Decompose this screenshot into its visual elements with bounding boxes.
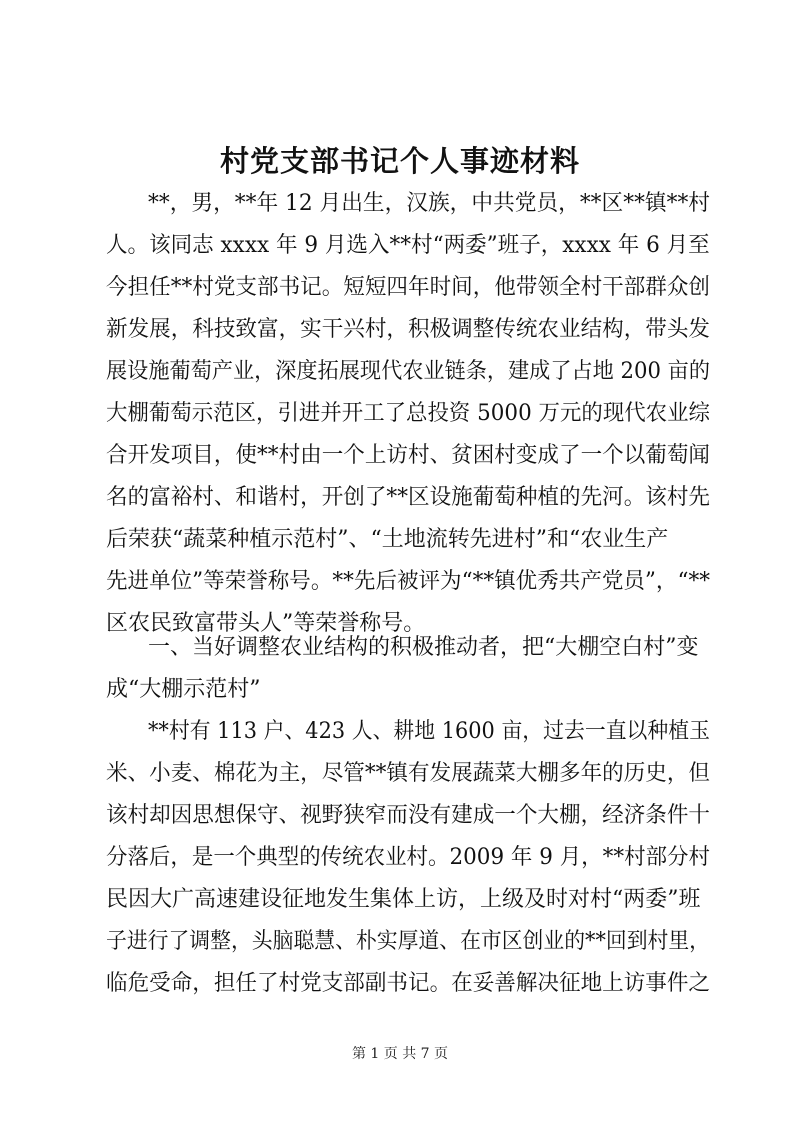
body-line xyxy=(0,711,800,753)
line-text: 先进单位”等荣誉称号。**先后被评为“**镇优秀共产党员”，“** xyxy=(106,569,710,594)
line-text: 名的富裕村、和谐村，开创了**区设施葡萄种植的先河。该村先 xyxy=(106,485,711,510)
line-text: 子进行了调整，头脑聪慧、朴实厚道、在市区创业的**回到村里， xyxy=(106,929,711,954)
document-title: 村党支部书记个人事迹材料 xyxy=(219,144,580,178)
body-line xyxy=(0,963,800,1005)
line-text: 新发展，科技致富，实干兴村，积极调整传统农业结构，带头发 xyxy=(106,317,711,342)
line-text: 米、小麦、棉花为主，尽管**镇有发展蔬菜大棚多年的历史，但 xyxy=(106,761,711,786)
body-line xyxy=(0,351,800,393)
body-line xyxy=(0,921,800,963)
body-line xyxy=(0,309,800,351)
body-line xyxy=(0,795,800,837)
line-text: 人。该同志 xxxx 年 9 月选入**村“两委”班子，xxxx 年 6 月至 xyxy=(106,233,710,258)
line-text: 合开发项目，使**村由一个上访村、贫困村变成了一个以葡萄闻 xyxy=(106,443,711,468)
line-text: 一、当好调整农业结构的积极推动者，把“大棚空白村”变 xyxy=(148,635,699,660)
body-line xyxy=(0,477,800,519)
body-line xyxy=(0,627,800,669)
line-text: 大棚葡萄示范区，引进并开工了总投资 5000 万元的现代农业综 xyxy=(106,401,710,426)
line-text: 该村却因思想保守、视野狭窄而没有建成一个大棚，经济条件十 xyxy=(106,803,711,828)
body-line xyxy=(0,753,800,795)
line-text: 区农民致富带头人”等荣誉称号。 xyxy=(106,611,426,636)
line-text: 后荣获“蔬菜种植示范村”、“土地流转先进村”和“农业生产 xyxy=(106,527,669,552)
line-text: 展设施葡萄产业，深度拓展现代农业链条，建成了占地 200 亩的 xyxy=(106,359,710,384)
line-text: **，男，**年 12 月出生，汉族，中共党员，**区**镇**村 xyxy=(148,191,710,216)
line-text: 分落后，是一个典型的传统农业村。2009 年 9 月，**村部分村 xyxy=(106,845,710,870)
body-line xyxy=(0,561,800,603)
body-line xyxy=(0,393,800,435)
body-line xyxy=(0,267,800,309)
line-text: 今担任**村党支部书记。短短四年时间，他带领全村干部群众创 xyxy=(106,275,711,300)
body-line xyxy=(0,669,800,711)
body-line xyxy=(0,183,800,225)
page-footer: 第 1 页 共 7 页 xyxy=(351,1046,449,1062)
body-line xyxy=(0,435,800,477)
line-text: **村有 113 户、423 人、耕地 1600 亩，过去一直以种植玉 xyxy=(148,719,710,744)
body-line xyxy=(0,225,800,267)
line-text: 临危受命，担任了村党支部副书记。在妥善解决征地上访事件之 xyxy=(106,971,711,996)
body-line xyxy=(0,837,800,879)
body-line xyxy=(0,519,800,561)
line-text: 成“大棚示范村” xyxy=(106,677,261,702)
line-text: 民因大广高速建设征地发生集体上访，上级及时对村“两委”班 xyxy=(106,887,701,912)
body-line xyxy=(0,879,800,921)
